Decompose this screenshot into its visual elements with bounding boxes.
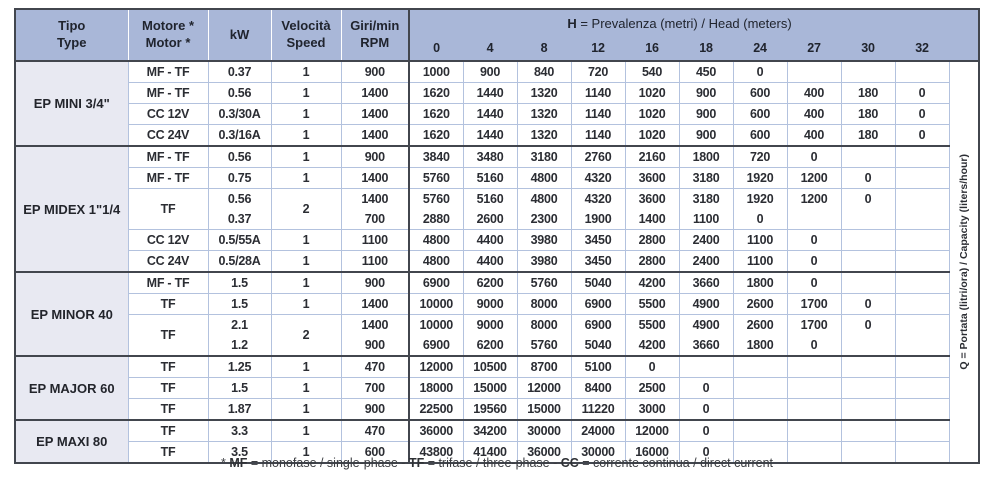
cell-capacity: 1700 0 bbox=[787, 315, 841, 357]
cell-capacity: 4400 bbox=[463, 230, 517, 251]
cell-rpm: 900 bbox=[341, 399, 409, 421]
cell-capacity: 3980 bbox=[517, 251, 571, 273]
head-group-bold: H bbox=[567, 15, 577, 31]
cell-capacity: 8000 bbox=[517, 294, 571, 315]
footnote-abbrev: MF bbox=[229, 456, 248, 470]
cell-rpm: 1400 bbox=[341, 83, 409, 104]
cell-capacity: 1920 0 bbox=[733, 189, 787, 230]
cell-capacity bbox=[841, 356, 895, 378]
cell-capacity bbox=[733, 399, 787, 421]
cell-capacity: 0 bbox=[787, 272, 841, 294]
cell-capacity: 5100 bbox=[571, 356, 625, 378]
cell-capacity: 1000 bbox=[409, 61, 463, 83]
section-name: EP MAJOR 60 bbox=[15, 356, 128, 420]
table-row bbox=[15, 251, 979, 273]
cell-capacity: 11220 bbox=[571, 399, 625, 421]
cell-capacity: 0 bbox=[679, 378, 733, 399]
col-header-motor bbox=[128, 9, 208, 61]
cell-kw: 0.37 bbox=[208, 61, 271, 83]
cell-capacity: 720 bbox=[571, 61, 625, 83]
cell-capacity: 19560 bbox=[463, 399, 517, 421]
cell-capacity: 9000 6200 bbox=[463, 315, 517, 357]
footnote-text: * bbox=[220, 456, 230, 470]
cell-capacity bbox=[895, 272, 949, 294]
cell-speed: 1 bbox=[271, 442, 341, 464]
cell-capacity: 18000 bbox=[409, 378, 463, 399]
col-header-rpm-line2: RPM bbox=[360, 35, 390, 50]
cell-capacity: 600 bbox=[733, 104, 787, 125]
cell-capacity: 10500 bbox=[463, 356, 517, 378]
cell-capacity: 3980 bbox=[517, 230, 571, 251]
cell-capacity: 1620 bbox=[409, 125, 463, 147]
col-header-kw-line1: kW bbox=[229, 26, 250, 42]
cell-capacity: 1800 bbox=[679, 146, 733, 168]
cell-capacity: 1620 bbox=[409, 83, 463, 104]
section-name: EP MAXI 80 bbox=[15, 420, 128, 463]
cell-capacity: 12000 bbox=[517, 378, 571, 399]
cell-capacity: 1920 bbox=[733, 168, 787, 189]
footnote-abbrev: TF bbox=[408, 456, 425, 470]
cell-speed: 1 bbox=[271, 61, 341, 83]
cell-capacity: 400 bbox=[787, 125, 841, 147]
cell-capacity bbox=[733, 356, 787, 378]
cell-kw: 0.75 bbox=[208, 168, 271, 189]
cell-capacity: 1140 bbox=[571, 104, 625, 125]
cell-speed: 1 bbox=[271, 83, 341, 104]
cell-capacity bbox=[895, 251, 949, 273]
cell-kw: 0.3/16A bbox=[208, 125, 271, 147]
table-row bbox=[15, 420, 979, 442]
cell-speed: 1 bbox=[271, 272, 341, 294]
cell-capacity bbox=[895, 189, 949, 230]
cell-kw: 0.56 bbox=[208, 83, 271, 104]
cell-capacity: 1320 bbox=[517, 104, 571, 125]
head-value: 32 bbox=[895, 36, 949, 61]
cell-capacity bbox=[895, 168, 949, 189]
q-column-header bbox=[949, 9, 979, 61]
cell-capacity: 4900 3660 bbox=[679, 315, 733, 357]
table-row bbox=[15, 83, 979, 104]
cell-capacity bbox=[733, 420, 787, 442]
cell-capacity: 1320 bbox=[517, 125, 571, 147]
cell-capacity: 2400 bbox=[679, 230, 733, 251]
cell-speed: 2 bbox=[271, 189, 341, 230]
cell-rpm: 1400 bbox=[341, 104, 409, 125]
cell-capacity: 5040 bbox=[571, 272, 625, 294]
table-row bbox=[15, 189, 979, 230]
cell-capacity: 8000 5760 bbox=[517, 315, 571, 357]
cell-motor: MF - TF bbox=[128, 83, 208, 104]
table-header bbox=[15, 9, 979, 61]
cell-capacity bbox=[895, 420, 949, 442]
cell-capacity bbox=[841, 61, 895, 83]
cell-capacity: 1100 bbox=[733, 230, 787, 251]
cell-motor: CC 24V bbox=[128, 125, 208, 147]
cell-speed: 1 bbox=[271, 230, 341, 251]
cell-capacity: 2400 bbox=[679, 251, 733, 273]
cell-capacity: 900 bbox=[679, 83, 733, 104]
cell-capacity: 2600 1800 bbox=[733, 315, 787, 357]
cell-speed: 1 bbox=[271, 356, 341, 378]
cell-capacity: 4800 2300 bbox=[517, 189, 571, 230]
cell-kw: 0.5/28A bbox=[208, 251, 271, 273]
cell-capacity: 10000 6900 bbox=[409, 315, 463, 357]
cell-capacity: 4800 bbox=[409, 251, 463, 273]
cell-capacity: 16000 bbox=[625, 442, 679, 464]
head-value: 27 bbox=[787, 36, 841, 61]
col-header-speed-line1: Velocità bbox=[281, 18, 331, 34]
cell-capacity bbox=[841, 251, 895, 273]
cell-capacity bbox=[841, 378, 895, 399]
cell-capacity: 1020 bbox=[625, 83, 679, 104]
cell-kw: 0.56 0.37 bbox=[208, 189, 271, 230]
cell-capacity bbox=[787, 399, 841, 421]
cell-motor: MF - TF bbox=[128, 61, 208, 83]
cell-capacity: 840 bbox=[517, 61, 571, 83]
cell-kw: 0.56 bbox=[208, 146, 271, 168]
cell-capacity: 2760 bbox=[571, 146, 625, 168]
cell-capacity bbox=[895, 378, 949, 399]
cell-capacity: 450 bbox=[679, 61, 733, 83]
cell-capacity: 1440 bbox=[463, 83, 517, 104]
cell-capacity: 34200 bbox=[463, 420, 517, 442]
cell-capacity: 30000 bbox=[571, 442, 625, 464]
cell-capacity: 0 bbox=[841, 315, 895, 357]
footnote-text: = corrente continua / direct current bbox=[578, 456, 774, 470]
cell-capacity: 1320 bbox=[517, 83, 571, 104]
cell-rpm: 700 bbox=[341, 378, 409, 399]
col-header-tipo-line1: Tipo bbox=[58, 18, 86, 34]
cell-rpm: 1400 bbox=[341, 168, 409, 189]
cell-kw: 0.3/30A bbox=[208, 104, 271, 125]
cell-capacity bbox=[679, 356, 733, 378]
cell-capacity bbox=[787, 420, 841, 442]
cell-capacity bbox=[841, 420, 895, 442]
head-value: 30 bbox=[841, 36, 895, 61]
cell-capacity bbox=[841, 399, 895, 421]
cell-motor: TF bbox=[128, 294, 208, 315]
cell-capacity: 0 bbox=[625, 356, 679, 378]
cell-capacity: 400 bbox=[787, 83, 841, 104]
cell-capacity: 2800 bbox=[625, 230, 679, 251]
col-header-rpm bbox=[341, 9, 409, 61]
cell-capacity: 4800 bbox=[409, 230, 463, 251]
cell-capacity: 3180 bbox=[517, 146, 571, 168]
cell-capacity bbox=[841, 230, 895, 251]
cell-speed: 2 bbox=[271, 315, 341, 357]
cell-capacity: 6200 bbox=[463, 272, 517, 294]
cell-capacity: 0 bbox=[841, 168, 895, 189]
cell-capacity: 15000 bbox=[463, 378, 517, 399]
cell-capacity: 36000 bbox=[517, 442, 571, 464]
cell-capacity bbox=[787, 356, 841, 378]
cell-kw: 1.25 bbox=[208, 356, 271, 378]
col-header-motor-line1: Motore * bbox=[142, 18, 194, 34]
footnote-text: = trifase / three-phase - bbox=[424, 456, 561, 470]
cell-motor: TF bbox=[128, 315, 208, 357]
cell-capacity: 6900 5040 bbox=[571, 315, 625, 357]
cell-rpm: 900 bbox=[341, 61, 409, 83]
cell-speed: 1 bbox=[271, 104, 341, 125]
head-value: 8 bbox=[517, 36, 571, 61]
table-row bbox=[15, 378, 979, 399]
table-body bbox=[15, 61, 979, 463]
cell-capacity: 12000 bbox=[625, 420, 679, 442]
cell-capacity: 5160 bbox=[463, 168, 517, 189]
cell-capacity: 3480 bbox=[463, 146, 517, 168]
cell-rpm: 600 bbox=[341, 442, 409, 464]
cell-rpm: 470 bbox=[341, 356, 409, 378]
cell-kw: 1.5 bbox=[208, 378, 271, 399]
table-row bbox=[15, 146, 979, 168]
head-value: 0 bbox=[409, 36, 463, 61]
cell-capacity bbox=[841, 272, 895, 294]
col-header-speed bbox=[271, 9, 341, 61]
cell-capacity: 900 bbox=[679, 125, 733, 147]
cell-capacity: 4900 bbox=[679, 294, 733, 315]
cell-capacity: 1440 bbox=[463, 125, 517, 147]
table-row bbox=[15, 272, 979, 294]
cell-capacity: 4400 bbox=[463, 251, 517, 273]
capacity-axis-label: Q = Portata (litri/ora) / Capacity (liters/hour) bbox=[949, 61, 979, 463]
cell-capacity: 0 bbox=[787, 230, 841, 251]
cell-capacity: 6900 bbox=[571, 294, 625, 315]
pump-spec-table bbox=[14, 8, 980, 464]
cell-capacity: 8400 bbox=[571, 378, 625, 399]
footnote bbox=[0, 456, 994, 470]
cell-capacity: 180 bbox=[841, 104, 895, 125]
cell-capacity: 4800 bbox=[517, 168, 571, 189]
col-header-tipo-line2: Type bbox=[57, 35, 87, 50]
footnote-text: = monofase / single-phase - bbox=[247, 456, 409, 470]
head-value: 4 bbox=[463, 36, 517, 61]
cell-kw: 2.1 1.2 bbox=[208, 315, 271, 357]
head-group-label bbox=[409, 9, 949, 36]
cell-speed: 1 bbox=[271, 251, 341, 273]
cell-capacity: 3450 bbox=[571, 251, 625, 273]
cell-capacity bbox=[895, 230, 949, 251]
cell-capacity: 12000 bbox=[409, 356, 463, 378]
cell-speed: 1 bbox=[271, 146, 341, 168]
cell-capacity: 0 bbox=[733, 61, 787, 83]
cell-motor: CC 24V bbox=[128, 251, 208, 273]
table-row bbox=[15, 104, 979, 125]
cell-capacity: 1440 bbox=[463, 104, 517, 125]
cell-capacity: 36000 bbox=[409, 420, 463, 442]
cell-capacity bbox=[733, 378, 787, 399]
cell-capacity: 0 bbox=[841, 294, 895, 315]
cell-motor: MF - TF bbox=[128, 168, 208, 189]
head-value: 18 bbox=[679, 36, 733, 61]
cell-rpm: 1400 700 bbox=[341, 189, 409, 230]
section-name: EP MINOR 40 bbox=[15, 272, 128, 356]
cell-capacity bbox=[895, 315, 949, 357]
cell-capacity: 0 bbox=[787, 251, 841, 273]
header-row-main bbox=[15, 9, 979, 36]
cell-capacity: 24000 bbox=[571, 420, 625, 442]
cell-capacity: 0 bbox=[679, 399, 733, 421]
cell-kw: 1.5 bbox=[208, 294, 271, 315]
cell-capacity: 4320 bbox=[571, 168, 625, 189]
section-name: EP MINI 3/4" bbox=[15, 61, 128, 146]
cell-capacity: 3600 bbox=[625, 168, 679, 189]
cell-speed: 1 bbox=[271, 168, 341, 189]
cell-rpm: 1400 900 bbox=[341, 315, 409, 357]
cell-capacity: 1700 bbox=[787, 294, 841, 315]
cell-speed: 1 bbox=[271, 399, 341, 421]
cell-rpm: 1100 bbox=[341, 251, 409, 273]
cell-motor: TF bbox=[128, 356, 208, 378]
cell-rpm: 900 bbox=[341, 146, 409, 168]
table-row bbox=[15, 356, 979, 378]
cell-capacity: 0 bbox=[679, 442, 733, 464]
head-group-rest: = Prevalenza (metri) / Head (meters) bbox=[576, 15, 792, 31]
cell-kw: 3.5 bbox=[208, 442, 271, 464]
cell-speed: 1 bbox=[271, 378, 341, 399]
cell-capacity: 5760 bbox=[517, 272, 571, 294]
cell-capacity: 4200 bbox=[625, 272, 679, 294]
cell-capacity: 2800 bbox=[625, 251, 679, 273]
cell-capacity: 15000 bbox=[517, 399, 571, 421]
cell-capacity: 3600 1400 bbox=[625, 189, 679, 230]
cell-kw: 1.87 bbox=[208, 399, 271, 421]
cell-capacity: 3450 bbox=[571, 230, 625, 251]
cell-capacity: 400 bbox=[787, 104, 841, 125]
cell-capacity: 8700 bbox=[517, 356, 571, 378]
cell-motor: CC 12V bbox=[128, 104, 208, 125]
cell-capacity: 1800 bbox=[733, 272, 787, 294]
cell-capacity: 0 bbox=[841, 189, 895, 230]
cell-capacity: 180 bbox=[841, 125, 895, 147]
head-value: 16 bbox=[625, 36, 679, 61]
cell-rpm: 900 bbox=[341, 272, 409, 294]
cell-capacity: 2500 bbox=[625, 378, 679, 399]
table-row bbox=[15, 315, 979, 357]
cell-rpm: 1400 bbox=[341, 125, 409, 147]
cell-kw: 1.5 bbox=[208, 272, 271, 294]
cell-capacity: 540 bbox=[625, 61, 679, 83]
cell-motor: TF bbox=[128, 378, 208, 399]
cell-capacity: 3180 bbox=[679, 168, 733, 189]
cell-capacity: 720 bbox=[733, 146, 787, 168]
cell-capacity: 3840 bbox=[409, 146, 463, 168]
head-value: 24 bbox=[733, 36, 787, 61]
cell-capacity: 1200 bbox=[787, 168, 841, 189]
table-row bbox=[15, 399, 979, 421]
cell-capacity: 900 bbox=[679, 104, 733, 125]
footnote-abbrev: CC bbox=[560, 456, 579, 470]
table-row bbox=[15, 168, 979, 189]
cell-capacity: 10000 bbox=[409, 294, 463, 315]
table-row bbox=[15, 61, 979, 83]
cell-capacity: 6900 bbox=[409, 272, 463, 294]
cell-capacity: 1200 bbox=[787, 189, 841, 230]
cell-capacity: 600 bbox=[733, 83, 787, 104]
cell-capacity: 0 bbox=[895, 104, 949, 125]
cell-capacity: 0 bbox=[787, 146, 841, 168]
cell-motor: MF - TF bbox=[128, 146, 208, 168]
cell-capacity bbox=[895, 356, 949, 378]
col-header-kw bbox=[208, 9, 271, 61]
cell-capacity: 4320 1900 bbox=[571, 189, 625, 230]
cell-capacity: 2160 bbox=[625, 146, 679, 168]
cell-speed: 1 bbox=[271, 420, 341, 442]
cell-motor: TF bbox=[128, 399, 208, 421]
cell-speed: 1 bbox=[271, 294, 341, 315]
cell-capacity: 0 bbox=[895, 83, 949, 104]
cell-capacity: 1620 bbox=[409, 104, 463, 125]
cell-motor: CC 12V bbox=[128, 230, 208, 251]
cell-rpm: 1100 bbox=[341, 230, 409, 251]
table-row bbox=[15, 230, 979, 251]
cell-capacity: 0 bbox=[895, 125, 949, 147]
cell-capacity: 5500 bbox=[625, 294, 679, 315]
table-row bbox=[15, 125, 979, 147]
col-header-rpm-line1: Giri/min bbox=[350, 18, 400, 34]
cell-capacity: 5760 bbox=[409, 168, 463, 189]
cell-motor: TF bbox=[128, 189, 208, 230]
cell-motor: TF bbox=[128, 420, 208, 442]
cell-capacity: 5760 2880 bbox=[409, 189, 463, 230]
cell-kw: 0.5/55A bbox=[208, 230, 271, 251]
cell-capacity: 43800 bbox=[409, 442, 463, 464]
cell-capacity: 3180 1100 bbox=[679, 189, 733, 230]
section-name: EP MIDEX 1"1/4 bbox=[15, 146, 128, 272]
cell-capacity: 900 bbox=[463, 61, 517, 83]
cell-capacity: 3660 bbox=[679, 272, 733, 294]
cell-capacity: 1020 bbox=[625, 104, 679, 125]
cell-capacity: 1020 bbox=[625, 125, 679, 147]
cell-motor: MF - TF bbox=[128, 272, 208, 294]
cell-capacity bbox=[895, 61, 949, 83]
col-header-speed-line2: Speed bbox=[286, 35, 326, 50]
cell-capacity bbox=[787, 378, 841, 399]
cell-kw: 3.3 bbox=[208, 420, 271, 442]
cell-capacity: 5160 2600 bbox=[463, 189, 517, 230]
cell-capacity bbox=[895, 146, 949, 168]
cell-capacity: 1100 bbox=[733, 251, 787, 273]
cell-capacity bbox=[895, 294, 949, 315]
cell-capacity: 30000 bbox=[517, 420, 571, 442]
cell-capacity bbox=[787, 61, 841, 83]
cell-speed: 1 bbox=[271, 125, 341, 147]
cell-rpm: 470 bbox=[341, 420, 409, 442]
cell-capacity: 9000 bbox=[463, 294, 517, 315]
cell-capacity: 2600 bbox=[733, 294, 787, 315]
col-header-motor-line2: Motor * bbox=[145, 35, 191, 50]
cell-capacity bbox=[841, 146, 895, 168]
cell-capacity: 5500 4200 bbox=[625, 315, 679, 357]
cell-capacity: 41400 bbox=[463, 442, 517, 464]
cell-rpm: 1400 bbox=[341, 294, 409, 315]
col-header-tipo bbox=[15, 9, 128, 61]
cell-capacity bbox=[895, 399, 949, 421]
cell-capacity: 1140 bbox=[571, 125, 625, 147]
cell-capacity: 0 bbox=[679, 420, 733, 442]
cell-capacity: 600 bbox=[733, 125, 787, 147]
table-row bbox=[15, 294, 979, 315]
cell-capacity: 1140 bbox=[571, 83, 625, 104]
cell-capacity: 180 bbox=[841, 83, 895, 104]
cell-capacity: 22500 bbox=[409, 399, 463, 421]
cell-capacity: 3000 bbox=[625, 399, 679, 421]
head-value: 12 bbox=[571, 36, 625, 61]
cell-motor: TF bbox=[128, 442, 208, 464]
